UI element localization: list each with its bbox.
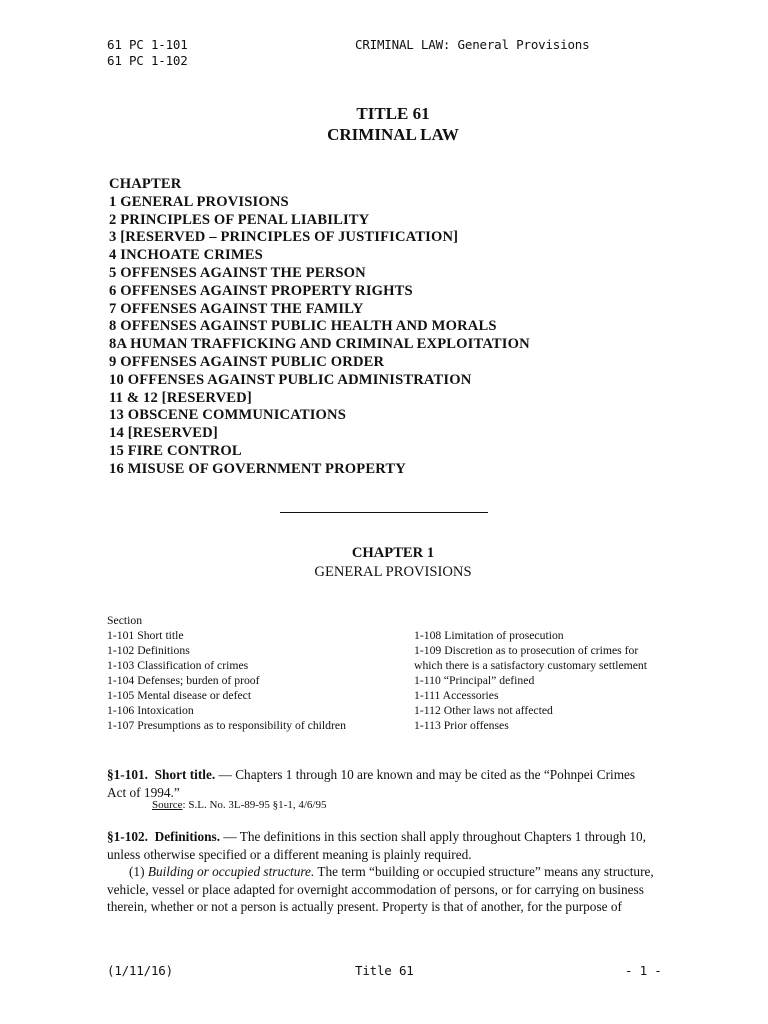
- section-index-item: 1-107 Presumptions as to responsibility of children: [107, 719, 346, 732]
- definition-term: Building or occupied structure.: [147, 864, 315, 879]
- section-index-item: 1-113 Prior offenses: [414, 719, 509, 732]
- title-number: TITLE 61: [356, 104, 430, 123]
- chapter-item: 2 PRINCIPLES OF PENAL LIABILITY: [109, 211, 370, 228]
- chapter-item: 3 [RESERVED – PRINCIPLES OF JUSTIFICATION]: [109, 229, 459, 246]
- chapter-item: 6 OFFENSES AGAINST PROPERTY RIGHTS: [109, 282, 413, 299]
- section-heading: Short title.: [154, 767, 216, 782]
- section-index-item: 1-112 Other laws not affected: [414, 704, 553, 717]
- section-text: unless otherwise specified or a different meaning is plainly required.: [107, 846, 472, 862]
- definition-1-line1: [107, 863, 683, 881]
- chapter-item: 14 [RESERVED]: [109, 425, 218, 442]
- section-1-102: [107, 828, 683, 916]
- chapter-item: 16 MISUSE OF GOVERNMENT PROPERTY: [109, 460, 406, 477]
- title-name: CRIMINAL LAW: [327, 125, 459, 144]
- section-number: §1-102.: [107, 829, 148, 844]
- chapter-item: 10 OFFENSES AGAINST PUBLIC ADMINISTRATION: [109, 371, 472, 388]
- running-header-citation: [107, 37, 188, 69]
- section-text: Act of 1994.”: [107, 784, 180, 800]
- section-1-101-line1: [107, 766, 683, 784]
- section-index-item: 1-110 “Principal” defined: [414, 674, 535, 687]
- chapter-item: 4 INCHOATE CRIMES: [109, 247, 263, 264]
- definition-text: vehicle, vessel or place adapted for overnight accommodation of persons, or for carrying on business: [107, 881, 644, 897]
- section-index-right: [414, 613, 647, 733]
- section-heading: Definitions.: [154, 829, 221, 844]
- chapter-list-heading: CHAPTER: [109, 176, 182, 192]
- chapter-item: 15 FIRE CONTROL: [109, 442, 242, 459]
- chapter-item: 11 & 12 [RESERVED]: [109, 389, 252, 406]
- section-index-item: 1-111 Accessories: [414, 689, 499, 702]
- section-label: Section: [107, 614, 143, 627]
- section-index-item: 1-105 Mental disease or defect: [107, 689, 252, 702]
- chapter-item: 7 OFFENSES AGAINST THE FAMILY: [109, 300, 364, 317]
- section-index-item: 1-108 Limitation of prosecution: [414, 629, 564, 642]
- section-dash: —: [220, 829, 240, 844]
- section-index-item: 1-103 Classification of crimes: [107, 659, 249, 672]
- section-divider: [280, 512, 488, 513]
- chapter-item: 9 OFFENSES AGAINST PUBLIC ORDER: [109, 353, 385, 370]
- definition-text: The term “building or occupied structure” means any structure,: [314, 864, 654, 879]
- section-index-item: 1-101 Short title: [107, 629, 184, 642]
- section-text: The definitions in this section shall apply throughout Chapters 1 through 10,: [239, 829, 647, 844]
- chapter-item: 8 OFFENSES AGAINST PUBLIC HEALTH AND MORALS: [109, 318, 497, 335]
- chapter-item: 5 OFFENSES AGAINST THE PERSON: [109, 264, 366, 281]
- footer-title: Title 61: [355, 963, 414, 978]
- section-index-item: 1-106 Intoxication: [107, 704, 194, 717]
- page-number: - 1 -: [625, 963, 662, 978]
- section-index-item: 1-102 Definitions: [107, 644, 190, 657]
- citation-line: 61 PC 1-101: [107, 37, 188, 52]
- chapter1-heading: CHAPTER 1: [351, 545, 435, 561]
- section-index-item: 1-109 Discretion as to prosecution of crimes for: [414, 644, 639, 657]
- definition-number: (1): [129, 864, 148, 879]
- section-dash: —: [215, 767, 236, 782]
- chapter-item: 1 GENERAL PROVISIONS: [109, 193, 289, 210]
- citation-line: 61 PC 1-102: [107, 53, 188, 68]
- running-header-title: CRIMINAL LAW: General Provisions: [355, 37, 590, 52]
- section-1-101: [107, 766, 683, 801]
- footer-date: (1/11/16): [107, 963, 173, 978]
- section-1-102-line1: [107, 828, 683, 846]
- definition-text: therein, whether or not a person is actually present. Property is that of another, for the purpose of: [107, 899, 622, 914]
- source-note: [152, 799, 326, 811]
- section-number: §1-101.: [107, 767, 148, 782]
- section-index-item: 1-104 Defenses; burden of proof: [107, 674, 260, 687]
- chapter1-subheading: GENERAL PROVISIONS: [314, 564, 472, 580]
- source-text: : S.L. No. 3L-89-95 §1-1, 4/6/95: [182, 799, 327, 811]
- source-label: Source: [152, 799, 183, 811]
- chapter-list: [109, 176, 530, 479]
- section-index-left: [107, 613, 346, 733]
- chapter-item: 8A HUMAN TRAFFICKING AND CRIMINAL EXPLOITATION: [109, 336, 530, 353]
- section-text: Chapters 1 through 10 are known and may be cited as the “Pohnpei Crimes: [235, 767, 636, 782]
- section-index-item: which there is a satisfactory customary settlement: [414, 659, 648, 672]
- chapter-item: 13 OBSCENE COMMUNICATIONS: [109, 407, 346, 424]
